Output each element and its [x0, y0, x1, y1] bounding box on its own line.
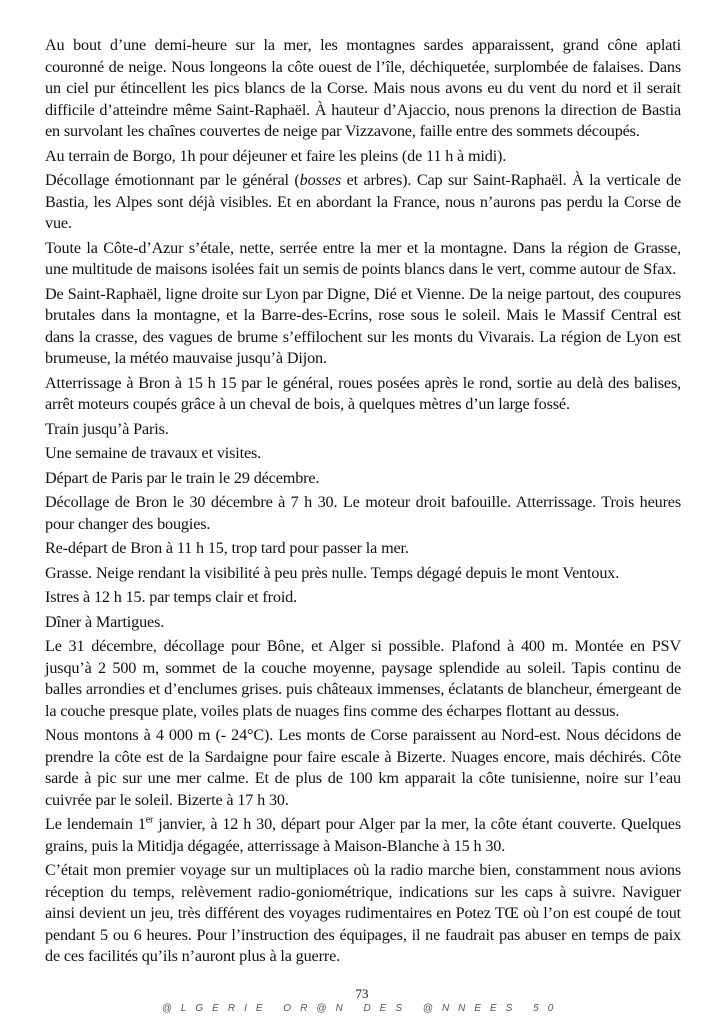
paragraph — [45, 238, 681, 281]
paragraph — [45, 35, 681, 143]
paragraph — [45, 538, 681, 560]
paragraph — [45, 725, 681, 811]
footer-watermark: @LGERIE OR@N DES @NNEES 50 — [161, 1003, 563, 1014]
text-run: janvier, à 12 h 30, départ pour Alger par la mer, la côte étant couverte. Quelques grains, puis la Mitidja dégagée, atterrissage à Maison-Blanche à 15 h 30. — [45, 815, 681, 855]
text-run: Le 31 décembre, décollage pour Bône, et Alger si possible. Plafond à 400 m. Montée en PSV jusqu’à 2 500 m, sommet de la couche moyenne, paysage splendide au soleil. Tapis continu de balles arrondies et d’enclumes grises. puis châteaux immenses, éclatants de blancheur, émergeant de la couche presque plate, voiles plats de nuages fins comme des écharpes flottant au dessus. — [45, 637, 681, 720]
paragraph — [45, 612, 681, 634]
paragraph — [45, 468, 681, 490]
text-run: Au terrain de Borgo, 1h pour déjeuner et faire les pleins (de 11 h à midi). — [45, 146, 507, 165]
text-run: et arbres). Cap sur Saint-Raphaël. À la verticale de Bastia, les Alpes sont déjà visibles. Et en abordant la France, nous n’aurons pas perdu la Corse de vue. — [45, 171, 681, 232]
paragraph — [45, 419, 681, 441]
text-run: Dîner à Martigues. — [45, 612, 165, 631]
text-run: Atterrissage à Bron à 15 h 15 par le général, roues posées après le rond, sortie au delà des balises, arrêt moteurs coupés grâce à un cheval de bois, à quelques mètres d’un large fossé. — [45, 373, 681, 413]
text-run: Le lendemain 1 — [45, 815, 146, 833]
paragraph — [45, 636, 681, 722]
text-run: Décollage émotionnant par le général ( — [45, 171, 300, 189]
paragraph — [45, 146, 681, 168]
paragraph — [45, 814, 681, 857]
paragraph — [45, 492, 681, 535]
text-run: Re-départ de Bron à 11 h 15, trop tard pour passer la mer. — [45, 539, 409, 557]
text-run: Grasse. Neige rendant la visibilité à peu près nulle. Temps dégagé depuis le mont Ventoux. — [45, 563, 620, 582]
paragraph — [45, 563, 681, 585]
paragraph — [45, 170, 681, 235]
superscript-text: er — [145, 814, 154, 826]
text-run: C’était mon premier voyage sur un multiplaces où la radio marche bien, constamment nous avions réception du temps, relèvement radio-goniométrique, indications sur les caps à suivre. Naviguer ainsi devient un jeu, très différent des voyages rudimentaires en Potez TŒ où l’on est coupé de tout pendant 5 ou 6 heures. Pour l’instruction des équipages, il ne faudrait pas abuser en temps de paix de ces facilités qu’ils n’auront plus à la guerre. — [45, 861, 681, 965]
text-run: Départ de Paris par le train le 29 décembre. — [45, 468, 320, 487]
text-run: Toute la Côte-d’Azur s’étale, nette, serrée entre la mer et la montagne. Dans la région de Grasse, une multitude de maisons isolées fait un semis de points blancs dans le vert, comme autour de Sfax. — [45, 238, 681, 278]
paragraph — [45, 860, 681, 968]
paragraph — [45, 587, 681, 609]
page-body — [45, 35, 681, 971]
text-run: Au bout d’une demi-heure sur la mer, les montagnes sardes apparaissent, grand cône aplati couronné de neige. Nous longeons la côte ouest de l’île, déchiquetée, surplombée de falaises. Dans un ciel pur étincellent les pics blancs de la Corse. Mais nous avons eu du vent du nord et il serait difficile d’atteindre même Saint-Raphaël. À hauteur d’Ajaccio, nous prenons la direction de Bastia en survolant les chaînes couvertes de neige par Vizzavone, faille entre des sommets découpés. — [45, 36, 681, 140]
text-run: Décollage de Bron le 30 décembre à 7 h 30. Le moteur droit bafouille. Atterrissage. Trois heures pour changer des bougies. — [45, 493, 681, 533]
paragraph — [45, 443, 681, 465]
italic-text: bosses — [299, 171, 342, 189]
text-run: Une semaine de travaux et visites. — [45, 444, 262, 462]
text-run: Istres à 12 h 15. par temps clair et froid. — [45, 588, 298, 606]
page-number: 73 — [355, 986, 369, 1001]
text-run: De Saint-Raphaël, ligne droite sur Lyon par Digne, Dié et Vienne. De la neige partout, des coupures brutales dans la montagne, et la Barre-des-Ecrins, rose sous le soleil. Mais le Massif Central est dans la crasse, des vagues de brume s’effilochent sur les monts du Vivarais. La région de Lyon est brumeuse, la météo mauvaise jusqu’à Dijon. — [45, 284, 681, 367]
text-run: Nous montons à 4 000 m (- 24°C). Les monts de Corse paraissent au Nord-est. Nous décidons de prendre la côte est de la Sardaigne pour faire escale à Bizerte. Nuages encore, mais déchirés. Côte sarde à pic sur une mer calme. Et de plus de 100 km apparait la côte tunisienne, noire sur l’eau cuivrée par le soleil. Bizerte à 17 h 30. — [45, 726, 681, 809]
paragraph — [45, 373, 681, 416]
text-run: Train jusqu’à Paris. — [45, 419, 169, 438]
paragraph — [45, 284, 681, 370]
